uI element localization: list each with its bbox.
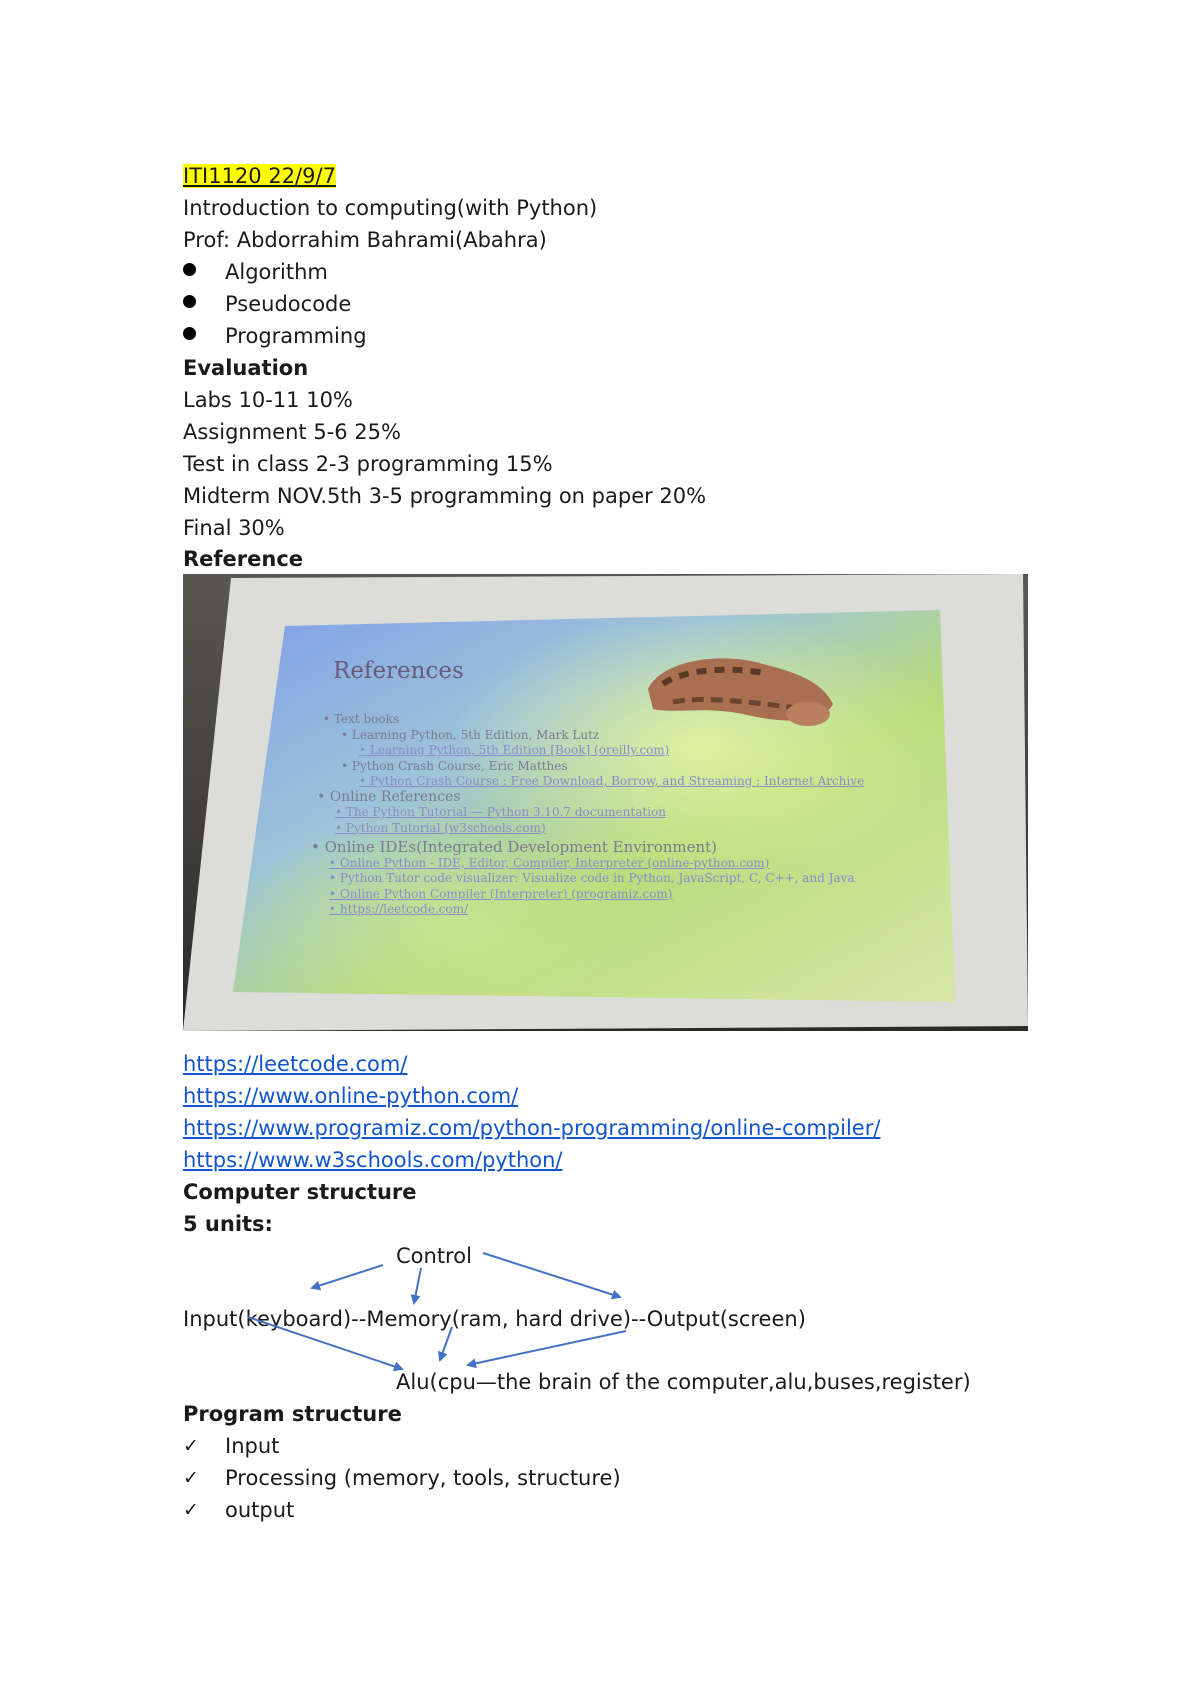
topic-label: Programming xyxy=(225,324,367,348)
checkmark-icon: ✓ xyxy=(183,1435,199,1457)
evaluation-item: Test in class 2-3 programming 15% xyxy=(183,452,553,476)
program-structure-label: output xyxy=(225,1498,295,1522)
reference-link-item xyxy=(183,1114,880,1142)
control-unit-label: Control xyxy=(396,1244,472,1268)
evaluation-item: Labs 10-11 10% xyxy=(183,388,353,412)
computer-structure-heading: Computer structure xyxy=(183,1180,417,1204)
topic-label: Pseudocode xyxy=(225,292,352,316)
course-title: Introduction to computing(with Python) xyxy=(183,196,598,220)
slide-title: References xyxy=(333,658,464,684)
slide-line: • Python Crash Course, Eric Matthes xyxy=(341,758,568,773)
course-code-highlight: ITI1120 22/9/7 xyxy=(183,164,336,188)
slide-line: • Online Python - IDE, Editor, Compiler, Interpreter (online-python.com) xyxy=(329,855,770,870)
program-structure-label: Processing (memory, tools, structure) xyxy=(225,1466,621,1490)
bullet-icon xyxy=(183,263,196,276)
evaluation-heading: Evaluation xyxy=(183,356,309,380)
topic-label: Algorithm xyxy=(225,260,328,284)
bullet-icon xyxy=(183,295,196,308)
arrow-control-to-output xyxy=(483,1253,620,1297)
slide-line: • Python Crash Course : Free Download, Borrow, and Streaming : Internet Archive xyxy=(359,774,865,788)
programiz-link[interactable]: https://www.programiz.com/python-programming/online-compiler/ xyxy=(183,1116,881,1140)
alu-line: Alu(cpu—the brain of the computer,alu,buses,register) xyxy=(396,1370,971,1394)
bullet-icon xyxy=(183,327,196,340)
program-structure-heading: Program structure xyxy=(183,1402,402,1426)
slide-photo xyxy=(183,574,1028,1031)
evaluation-item: Midterm NOV.5th 3-5 programming on paper 20% xyxy=(183,484,707,508)
slide-line: • Learning Python, 5th Edition [Book] (oreilly.com) xyxy=(359,743,670,757)
checkmark-icon: ✓ xyxy=(183,1499,199,1521)
arrow-control-to-memory xyxy=(414,1268,421,1303)
io-memory-line: Input(keyboard)--Memory(ram, hard drive)--Output(screen) xyxy=(183,1307,806,1331)
slide-line: • Online IDEs(Integrated Development Environment) xyxy=(311,838,718,856)
professor: Prof: Abdorrahim Bahrami(Abahra) xyxy=(183,228,547,252)
slide-line: • Text books xyxy=(323,712,400,726)
arrow-control-to-input xyxy=(312,1265,383,1288)
reference-heading: Reference xyxy=(183,547,304,571)
units-subheading: 5 units: xyxy=(183,1212,273,1236)
online-python-link[interactable]: https://www.online-python.com/ xyxy=(183,1084,519,1108)
reference-link-item xyxy=(183,1146,563,1174)
slide-line: • Online Python Compiler (Interpreter) (programiz.com) xyxy=(329,886,673,901)
arrow-output-to-alu xyxy=(468,1331,626,1365)
slide-line: • Online References xyxy=(317,788,461,805)
w3schools-link[interactable]: https://www.w3schools.com/python/ xyxy=(183,1148,563,1172)
reference-link-item xyxy=(183,1082,518,1110)
course-code xyxy=(183,162,336,190)
program-structure-label: Input xyxy=(225,1434,280,1458)
evaluation-item: Final 30% xyxy=(183,516,285,540)
reference-link-item xyxy=(183,1050,407,1078)
slide-line: • https://leetcode.com/ xyxy=(329,902,469,916)
evaluation-item: Assignment 5-6 25% xyxy=(183,420,401,444)
leetcode-link[interactable]: https://leetcode.com/ xyxy=(183,1052,408,1076)
slide-line: • Python Tutor code visualizer: Visualize code in Python, JavaScript, C, C++, and Java xyxy=(329,871,855,885)
slide-line: • Python Tutorial (w3schools.com) xyxy=(335,820,546,835)
slide-lines xyxy=(311,712,865,918)
slide-line: • The Python Tutorial — Python 3.10.7 documentation xyxy=(335,805,666,819)
checkmark-icon: ✓ xyxy=(183,1467,199,1489)
slide-line: • Learning Python, 5th Edition, Mark Lutz xyxy=(341,727,600,742)
